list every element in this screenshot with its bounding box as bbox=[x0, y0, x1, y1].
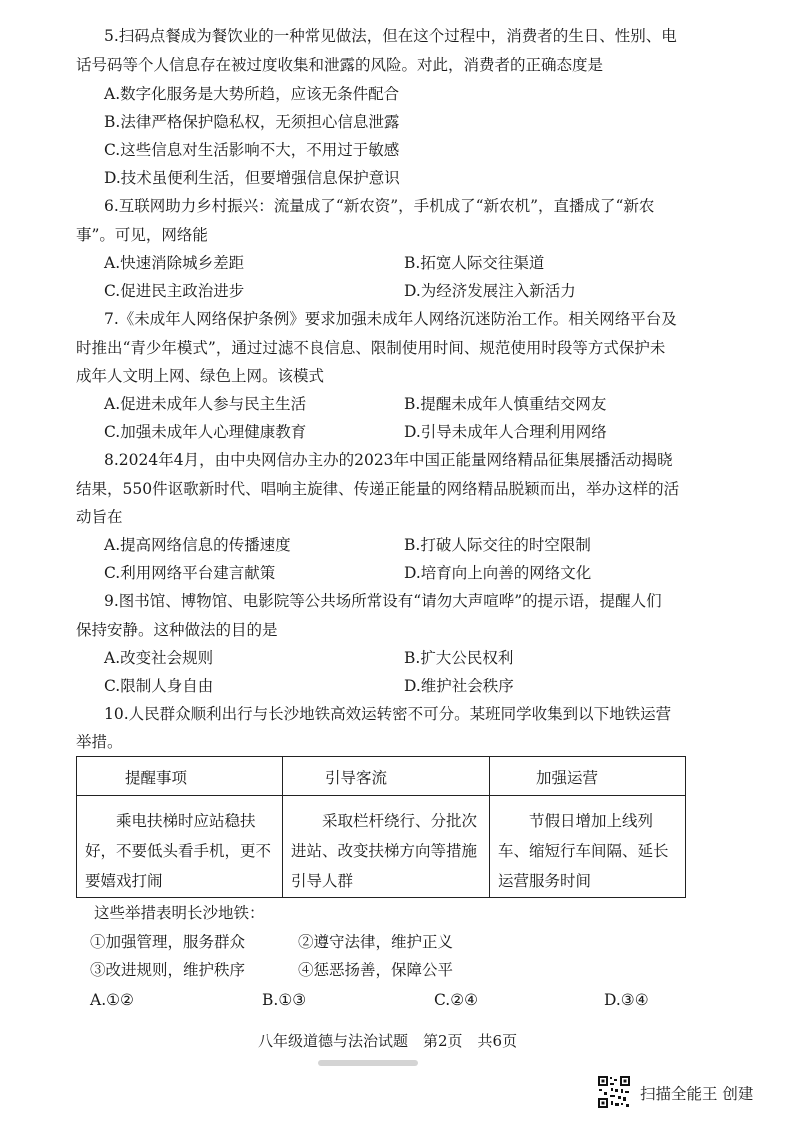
q6-line-1: 6.互联网助力乡村振兴：流量成了“新农资”，手机成了“新农机”，直播成了“新农 bbox=[104, 197, 655, 215]
q10-statement-1: ①加强管理，服务群众 bbox=[90, 933, 246, 951]
table-cell-guide-flow: 采取栏杆绕行、分批次进站、改变扶梯方向等措施引导人群 bbox=[283, 796, 490, 897]
q7-line-3: 成年人文明上网、绿色上网。该模式 bbox=[76, 367, 325, 385]
q10-statement-2: ②遵守法律，维护正义 bbox=[298, 933, 454, 951]
q10-choice-b: B.①③ bbox=[262, 991, 307, 1009]
q7-line-2: 时推出“青少年模式”，通过过滤不良信息、限制使用时间、规范使用时段等方式保护未 bbox=[76, 339, 666, 357]
q7-option-c: C.加强未成年人心理健康教育 bbox=[104, 423, 307, 441]
q6-option-a: A.快速消除城乡差距 bbox=[104, 254, 245, 272]
q5-line-1: 5.扫码点餐成为餐饮业的一种常见做法，但在这个过程中，消费者的生日、性别、电 bbox=[104, 27, 677, 45]
q5-option-d: D.技术虽便利生活，但要增强信息保护意识 bbox=[104, 169, 400, 187]
q10-statement-3: ③改进规则，维护秩序 bbox=[90, 961, 246, 979]
qr-code-icon bbox=[597, 1075, 631, 1109]
q6-option-c: C.促进民主政治进步 bbox=[104, 282, 245, 300]
q8-line-2: 结果，550件讴歌新时代、唱响主旋律、传递正能量的网络精品脱颖而出，举办这样的活 bbox=[76, 480, 680, 498]
q9-line-2: 保持安静。这种做法的目的是 bbox=[76, 621, 278, 639]
table-header-guide-flow: 引导客流 bbox=[283, 757, 490, 796]
q10-choice-a: A.①② bbox=[90, 991, 134, 1009]
q10-line-1: 10.人民群众顺利出行与长沙地铁高效运转密不可分。某班同学收集到以下地铁运营 bbox=[104, 705, 672, 723]
page-footer: 八年级道德与法治试题 第2页 共6页 bbox=[258, 1032, 518, 1050]
q8-option-d: D.培育向上向善的网络文化 bbox=[404, 564, 592, 582]
scanner-watermark-text: 扫描全能王 创建 bbox=[640, 1085, 754, 1103]
table-cell-operations: 节假日增加上线列车、缩短行车间隔、延长运营服务时间 bbox=[498, 812, 669, 890]
q9-option-d: D.维护社会秩序 bbox=[404, 677, 514, 695]
q6-option-b: B.拓宽人际交往渠道 bbox=[404, 254, 545, 272]
q7-option-a: A.促进未成年人参与民主生活 bbox=[104, 395, 307, 413]
q9-option-a: A.改变社会规则 bbox=[104, 649, 214, 667]
table-cell-reminders: 乘电扶梯时应站稳扶好，不要低头看手机，更不要嬉戏打闹 bbox=[77, 796, 283, 897]
scan-smudge bbox=[318, 1060, 418, 1066]
q10-stem: 这些举措表明长沙地铁： bbox=[94, 904, 265, 922]
q10-statement-4: ④惩恶扬善，保障公平 bbox=[298, 961, 454, 979]
q6-option-d: D.为经济发展注入新活力 bbox=[404, 282, 576, 300]
q8-line-3: 动旨在 bbox=[76, 508, 123, 526]
q10-choice-c: C.②④ bbox=[434, 991, 479, 1009]
q7-option-d: D.引导未成年人合理利用网络 bbox=[404, 423, 607, 441]
q10-choice-d: D.③④ bbox=[604, 991, 649, 1009]
q9-option-b: B.扩大公民权利 bbox=[404, 649, 514, 667]
q9-option-c: C.限制人身自由 bbox=[104, 677, 214, 695]
q6-line-2: 事”。可见，网络能 bbox=[76, 226, 208, 244]
q5-option-b: B.法律严格保护隐私权，无须担心信息泄露 bbox=[104, 113, 400, 131]
q5-option-c: C.这些信息对生活影响不大，不用过于敏感 bbox=[104, 141, 400, 159]
q7-line-1: 7.《未成年人网络保护条例》要求加强未成年人网络沉迷防治工作。相关网络平台及 bbox=[104, 310, 677, 328]
q10-measures-table bbox=[76, 756, 686, 898]
q8-option-c: C.利用网络平台建言献策 bbox=[104, 564, 276, 582]
q9-line-1: 9.图书馆、博物馆、电影院等公共场所常设有“请勿大声喧哗”的提示语，提醒人们 bbox=[104, 592, 662, 610]
table-header-operations: 加强运营 bbox=[490, 757, 685, 796]
q8-option-a: A.提高网络信息的传播速度 bbox=[104, 536, 291, 554]
q7-option-b: B.提醒未成年人慎重结交网友 bbox=[404, 395, 607, 413]
q5-option-a: A.数字化服务是大势所趋，应该无条件配合 bbox=[104, 85, 400, 103]
q5-line-2: 话号码等个人信息存在被过度收集和泄露的风险。对此，消费者的正确态度是 bbox=[76, 56, 604, 74]
table-header-reminders: 提醒事项 bbox=[77, 757, 283, 796]
q10-line-2: 举措。 bbox=[76, 733, 123, 751]
q8-option-b: B.打破人际交往的时空限制 bbox=[404, 536, 591, 554]
q8-line-1: 8.2024年4月，由中央网信办主办的2023年中国正能量网络精品征集展播活动揭晓 bbox=[104, 451, 673, 469]
